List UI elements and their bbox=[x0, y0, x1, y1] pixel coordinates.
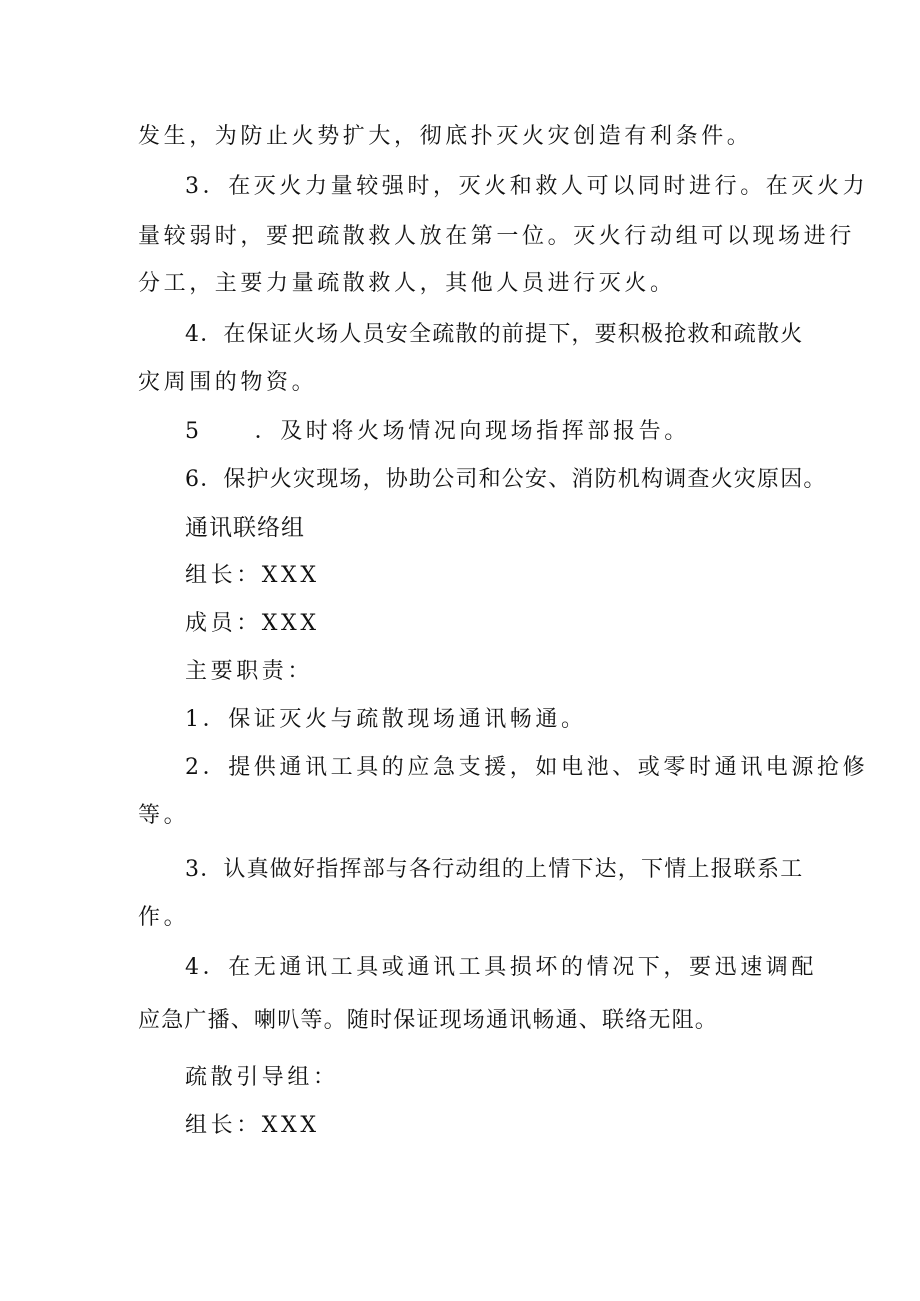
paragraph-line: 灾周围的物资。 bbox=[138, 370, 318, 395]
paragraph-line: 应急广播、喇叭等。随时保证现场通讯畅通、联络无阻。 bbox=[138, 1008, 719, 1033]
paragraph-line: 等。 bbox=[138, 803, 190, 828]
paragraph-line: 量较弱时，要把疏散救人放在第一位。灭火行动组可以现场进行 bbox=[138, 224, 855, 249]
members-line: 成员：XXX bbox=[185, 611, 320, 636]
paragraph-line: 发生，为防止火势扩大，彻底扑灭火灾创造有利条件。 bbox=[138, 124, 753, 149]
paragraph-line: 3．认真做好指挥部与各行动组的上情下达，下情上报联系工 bbox=[185, 857, 804, 882]
paragraph-line: 1．保证灭火与疏散现场通讯畅通。 bbox=[185, 707, 587, 732]
paragraph-line: 分工，主要力量疏散救人，其他人员进行灭火。 bbox=[138, 271, 676, 296]
item-number: 5 bbox=[185, 419, 203, 444]
section-heading: 通讯联络组 bbox=[185, 515, 305, 541]
leader-line: 组长：XXX bbox=[185, 1113, 320, 1138]
leader-line: 组长：XXX bbox=[185, 563, 320, 588]
item-text: ．及时将火场情况向现场指挥部报告。 bbox=[254, 419, 690, 444]
section-heading: 疏散引导组： bbox=[185, 1065, 339, 1090]
duties-label: 主要职责： bbox=[185, 659, 314, 684]
paragraph-line bbox=[185, 417, 690, 447]
paragraph-line: 6．保护火灾现场，协助公司和公安、消防机构调查火灾原因。 bbox=[185, 467, 827, 492]
paragraph-line: 4．在无通讯工具或通讯工具损坏的情况下，要迅速调配 bbox=[185, 955, 817, 980]
paragraph-line: 4．在保证火场人员安全疏散的前提下，要积极抢救和疏散火 bbox=[185, 322, 804, 347]
paragraph-line: 3．在灭火力量较强时，灭火和救人可以同时进行。在灭火力 bbox=[185, 174, 869, 199]
paragraph-line: 作。 bbox=[138, 905, 190, 930]
paragraph-line: 2．提供通讯工具的应急支援，如电池、或零时通讯电源抢修 bbox=[185, 755, 869, 780]
